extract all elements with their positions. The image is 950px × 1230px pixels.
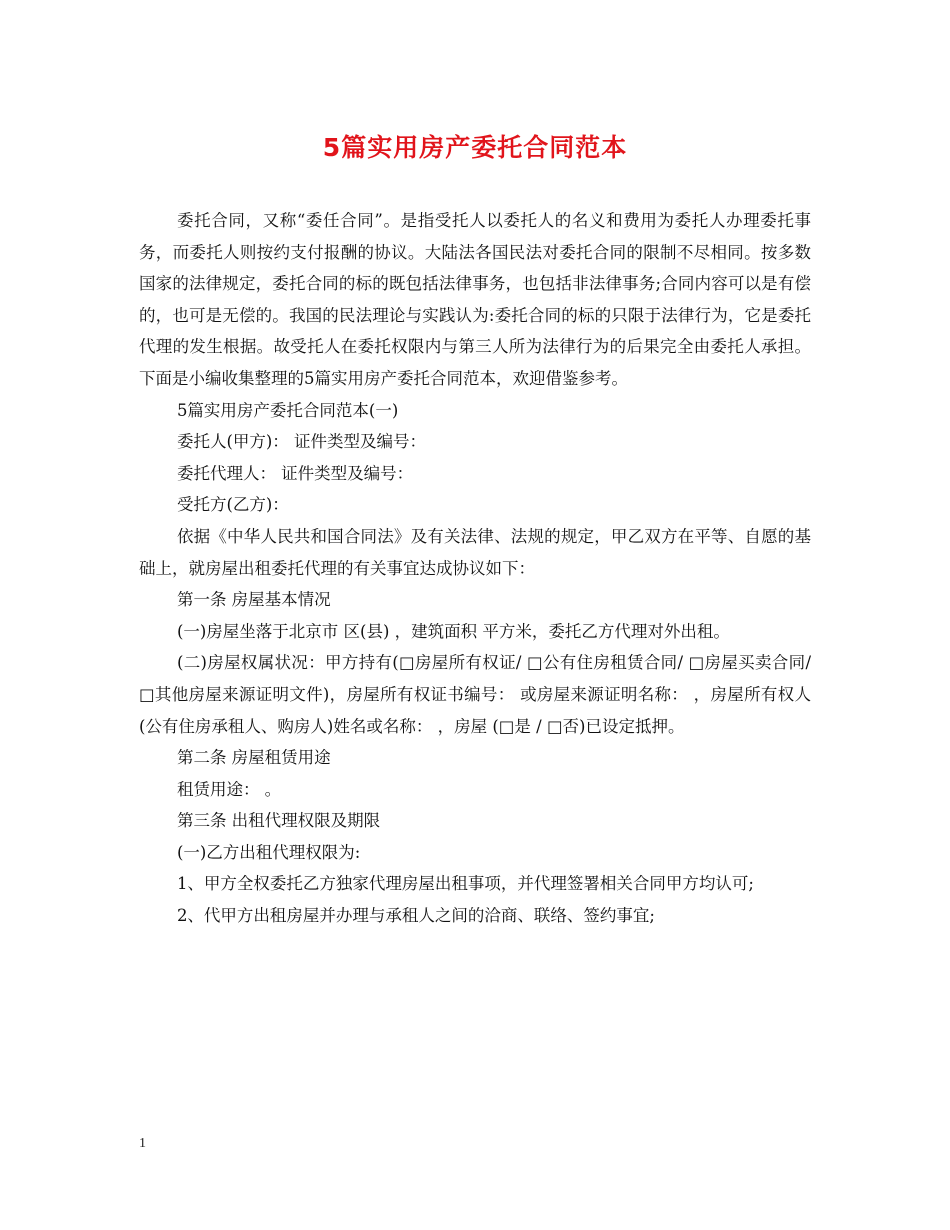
paragraph-basis: 依据《中华人民共和国合同法》及有关法律、法规的规定，甲乙双方在平等、自愿的基础上，就房屋出租委托代理的有关事宜达成协议如下：	[139, 526, 811, 578]
paragraph-item-2: 2、代甲方出租房屋并办理与承租人之间的洽商、联络、签约事宜;	[176, 906, 655, 926]
page-number: 1	[139, 1136, 146, 1151]
document-body	[139, 205, 811, 932]
paragraph-article-3: 第三条 出租代理权限及期限	[176, 811, 381, 831]
paragraph-agent: 委托代理人： 证件类型及编号：	[176, 463, 414, 483]
paragraph-usage: 租赁用途： 。	[176, 779, 282, 799]
paragraph-ownership: (二)房屋权属状况：甲方持有(□房屋所有权证/ □公有住房租赁合同/ □房屋买卖合同/ □其他房屋来源证明文件)，房屋所有权证书编号： 或房屋来源证明名称： ，房屋所有权人(公有住房承租人、购房人)姓名或名称： ，房屋 (□是 / □否)已设定抵押。	[139, 653, 811, 736]
paragraph-article-1: 第一条 房屋基本情况	[176, 590, 331, 610]
paragraph-authority: (一)乙方出租代理权限为:	[176, 842, 361, 862]
document-title: 5篇实用房产委托合同范本	[322, 133, 628, 162]
paragraph-party-b: 受托方(乙方)：	[176, 495, 289, 515]
paragraph-section-heading: 5篇实用房产委托合同范本(一)	[176, 400, 399, 420]
paragraph-article-2: 第二条 房屋租赁用途	[176, 748, 331, 768]
paragraph-intro: 委托合同，又称“委任合同”。是指受托人以委托人的名义和费用为委托人办理委托事务，而委托人则按约支付报酬的协议。大陆法各国民法对委托合同的限制不尽相同。按多数国家的法律规定，委托合同的标的既包括法律事务，也包括非法律事务;合同内容可以是有偿的，也可是无偿的。我国的民法理论与实践认为:委托合同的标的只限于法律行为，它是委托代理的发生根据。故受托人在委托权限内与第三人所为法律行为的后果完全由委托人承担。下面是小编收集整理的5篇实用房产委托合同范本，欢迎借鉴参考。	[139, 211, 811, 388]
paragraph-party-a: 委托人(甲方)： 证件类型及编号：	[176, 432, 427, 452]
paragraph-item-1: 1、甲方全权委托乙方独家代理房屋出租事项，并代理签署相关合同甲方均认可;	[176, 874, 754, 894]
paragraph-house-location: (一)房屋坐落于北京市 区(县) ，建筑面积 平方米，委托乙方代理对外出租。	[176, 621, 730, 641]
